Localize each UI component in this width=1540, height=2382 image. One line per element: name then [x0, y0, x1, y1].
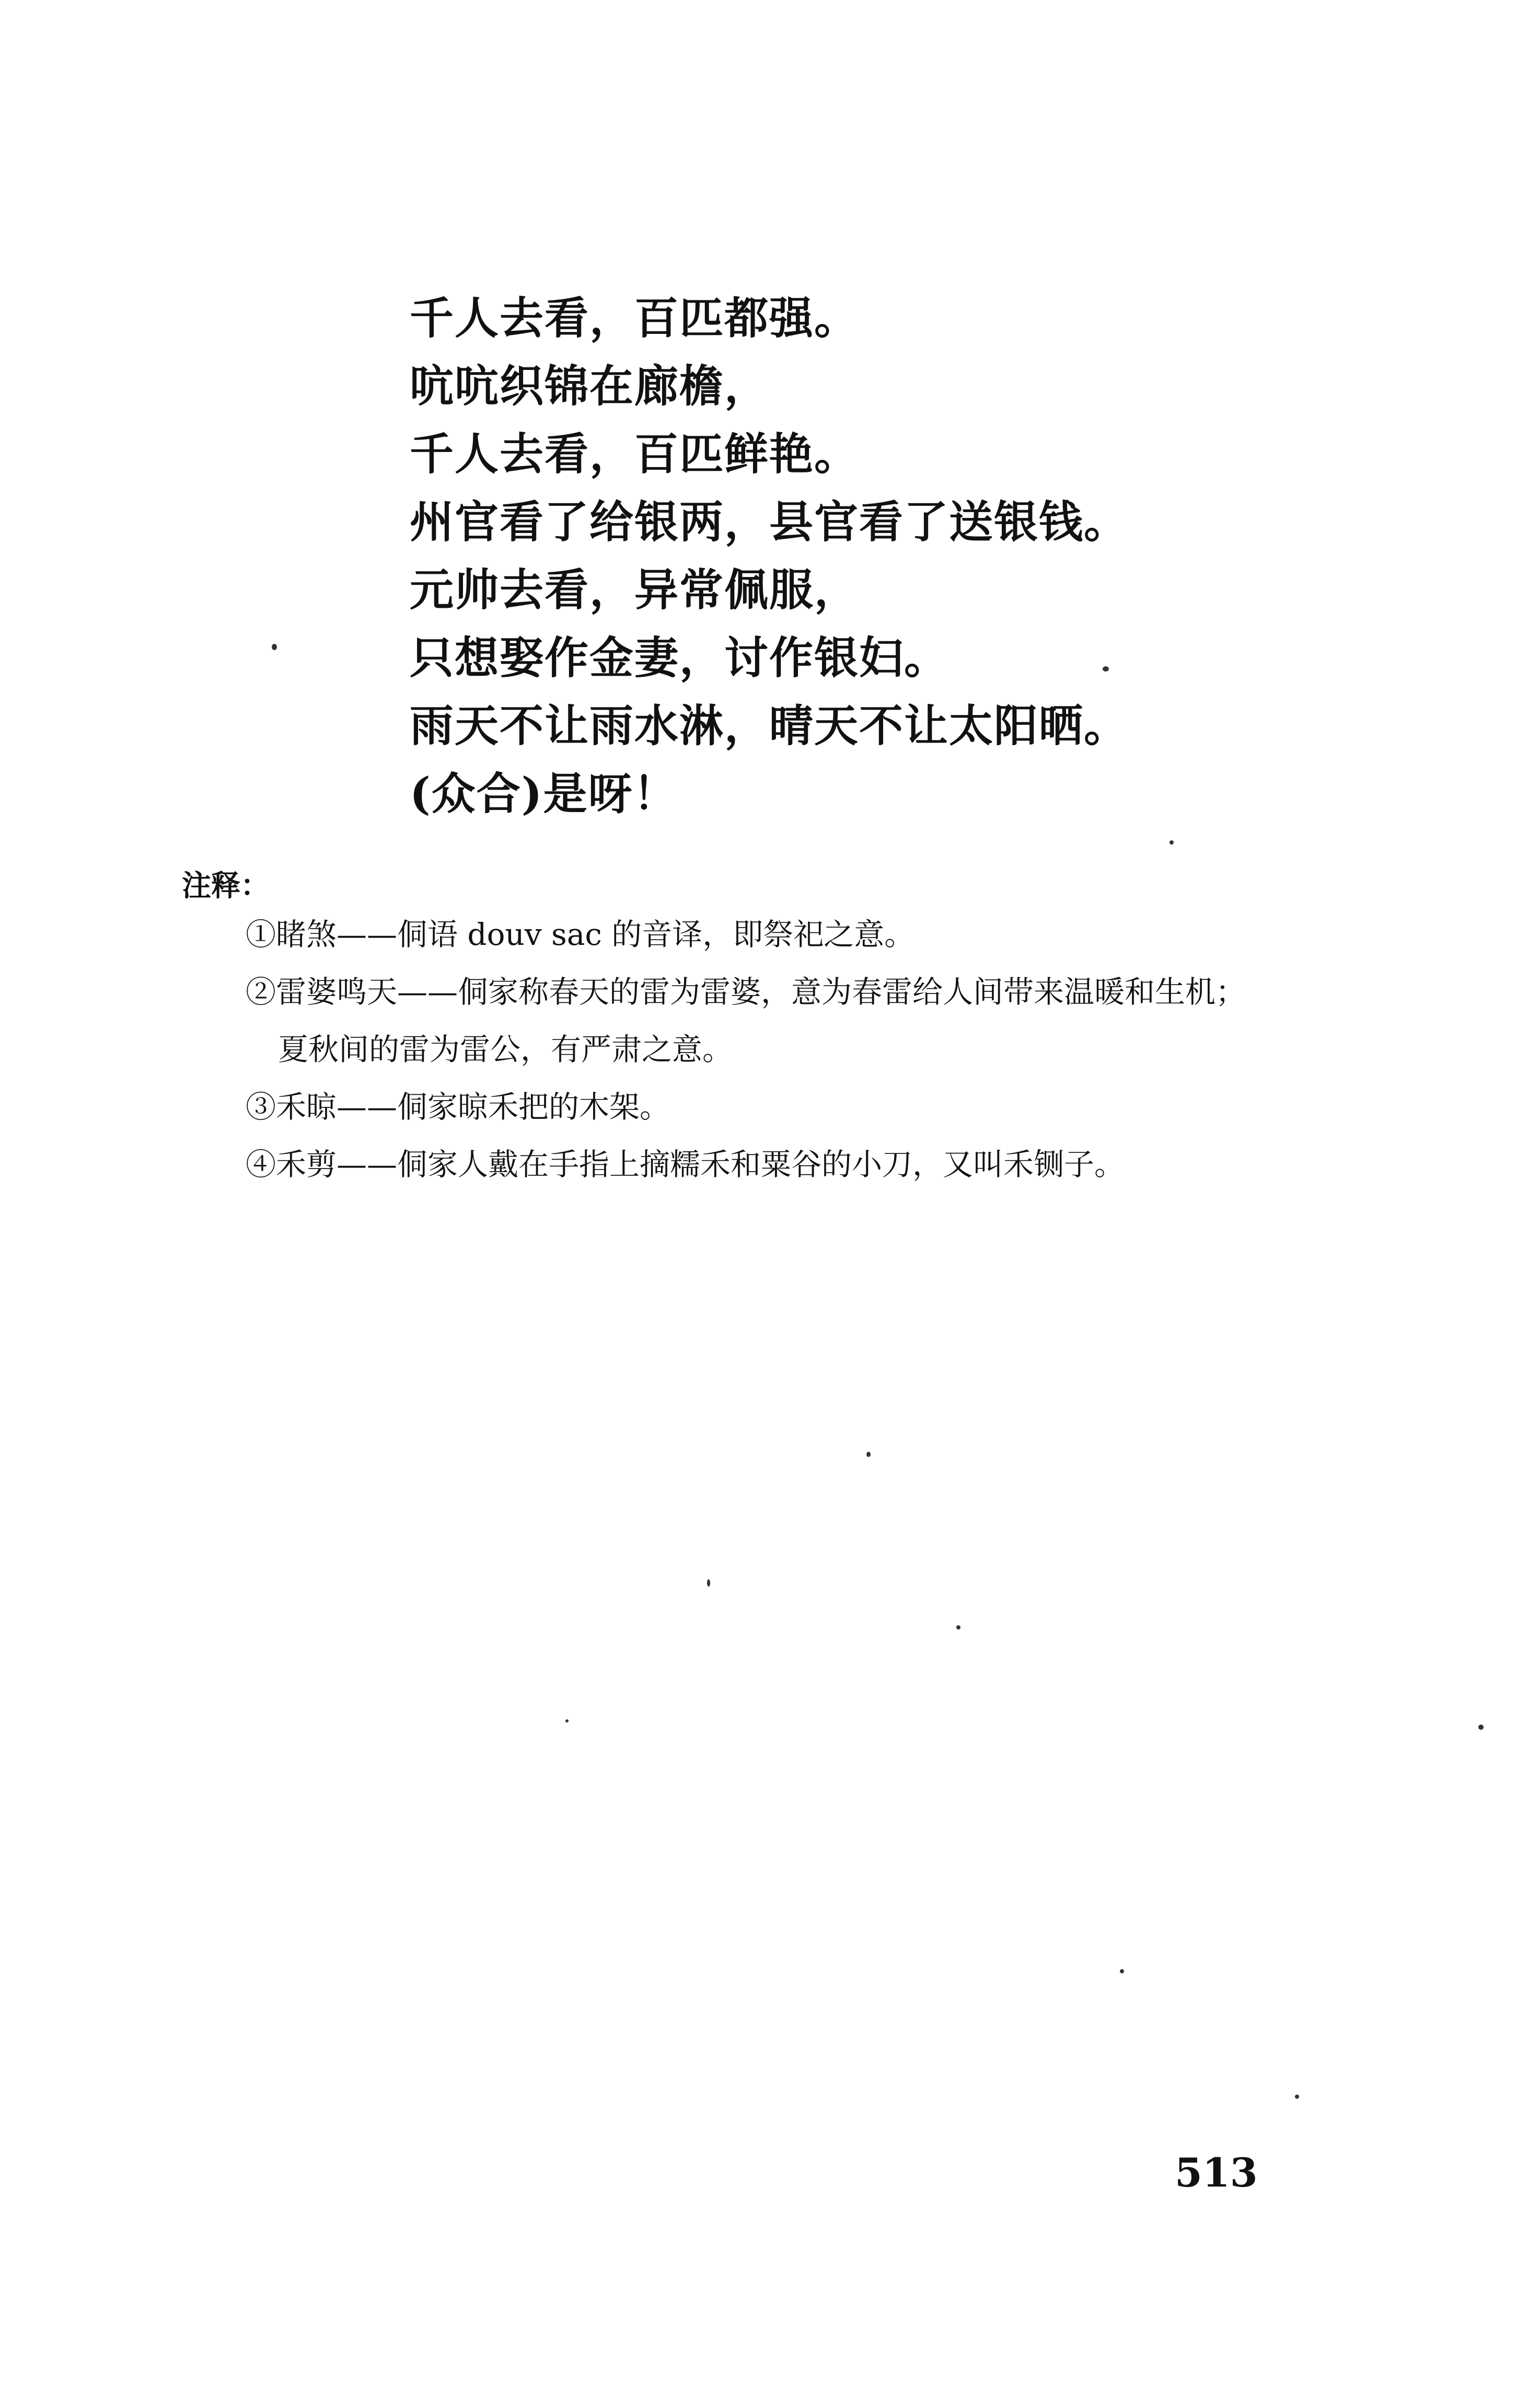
scan-speck	[866, 1452, 871, 1457]
scan-speck	[1478, 1725, 1484, 1730]
note-text: ①睹煞——侗语 douv sac 的音译，即祭祀之意。	[246, 917, 915, 952]
scan-speck	[956, 1625, 960, 1629]
verse-block	[410, 292, 1403, 839]
verse-line: 州官看了给银两，县官看了送银钱。	[410, 496, 1129, 548]
verse-line: (众合)是呀！	[410, 768, 678, 819]
scan-speck	[1120, 1969, 1124, 1973]
note-item	[246, 1149, 1510, 1180]
note-text: ③禾晾——侗家晾禾把的木架。	[246, 1089, 670, 1125]
verse-line: 雨天不让雨水淋，晴天不让太阳晒。	[410, 700, 1129, 751]
note-text: ②雷婆鸣天——侗家称春天的雷为雷婆，意为春雷给人间带来温暖和生机；	[246, 974, 1246, 1010]
scan-speck	[1295, 2095, 1299, 2099]
scan-speck	[1170, 840, 1174, 845]
scan-speck	[707, 1579, 710, 1587]
scan-speck	[565, 1719, 569, 1722]
scan-speck	[1103, 666, 1109, 672]
note-text: ④禾剪——侗家人戴在手指上摘糯禾和粟谷的小刀，又叫禾铡子。	[246, 1147, 1125, 1182]
verse-line: 吭吭织锦在廊檐，	[410, 360, 770, 412]
verse-line: 千人去看，百匹都强。	[410, 292, 860, 344]
notes-heading: 注释：	[182, 869, 270, 903]
scan-speck	[272, 644, 277, 650]
verse-line: 千人去看，百匹鲜艳。	[410, 428, 860, 480]
note-item	[246, 919, 1510, 950]
note-item	[246, 1091, 1510, 1123]
page-number: 513	[1175, 2149, 1258, 2196]
note-item	[246, 976, 1510, 1065]
note-continuation: 夏秋间的雷为雷公，有严肃之意。	[278, 1032, 733, 1067]
verse-line: 只想娶作金妻，讨作银妇。	[410, 632, 950, 684]
verse-line: 元帅去看，异常佩服，	[410, 564, 860, 616]
notes-list	[246, 919, 1510, 1206]
